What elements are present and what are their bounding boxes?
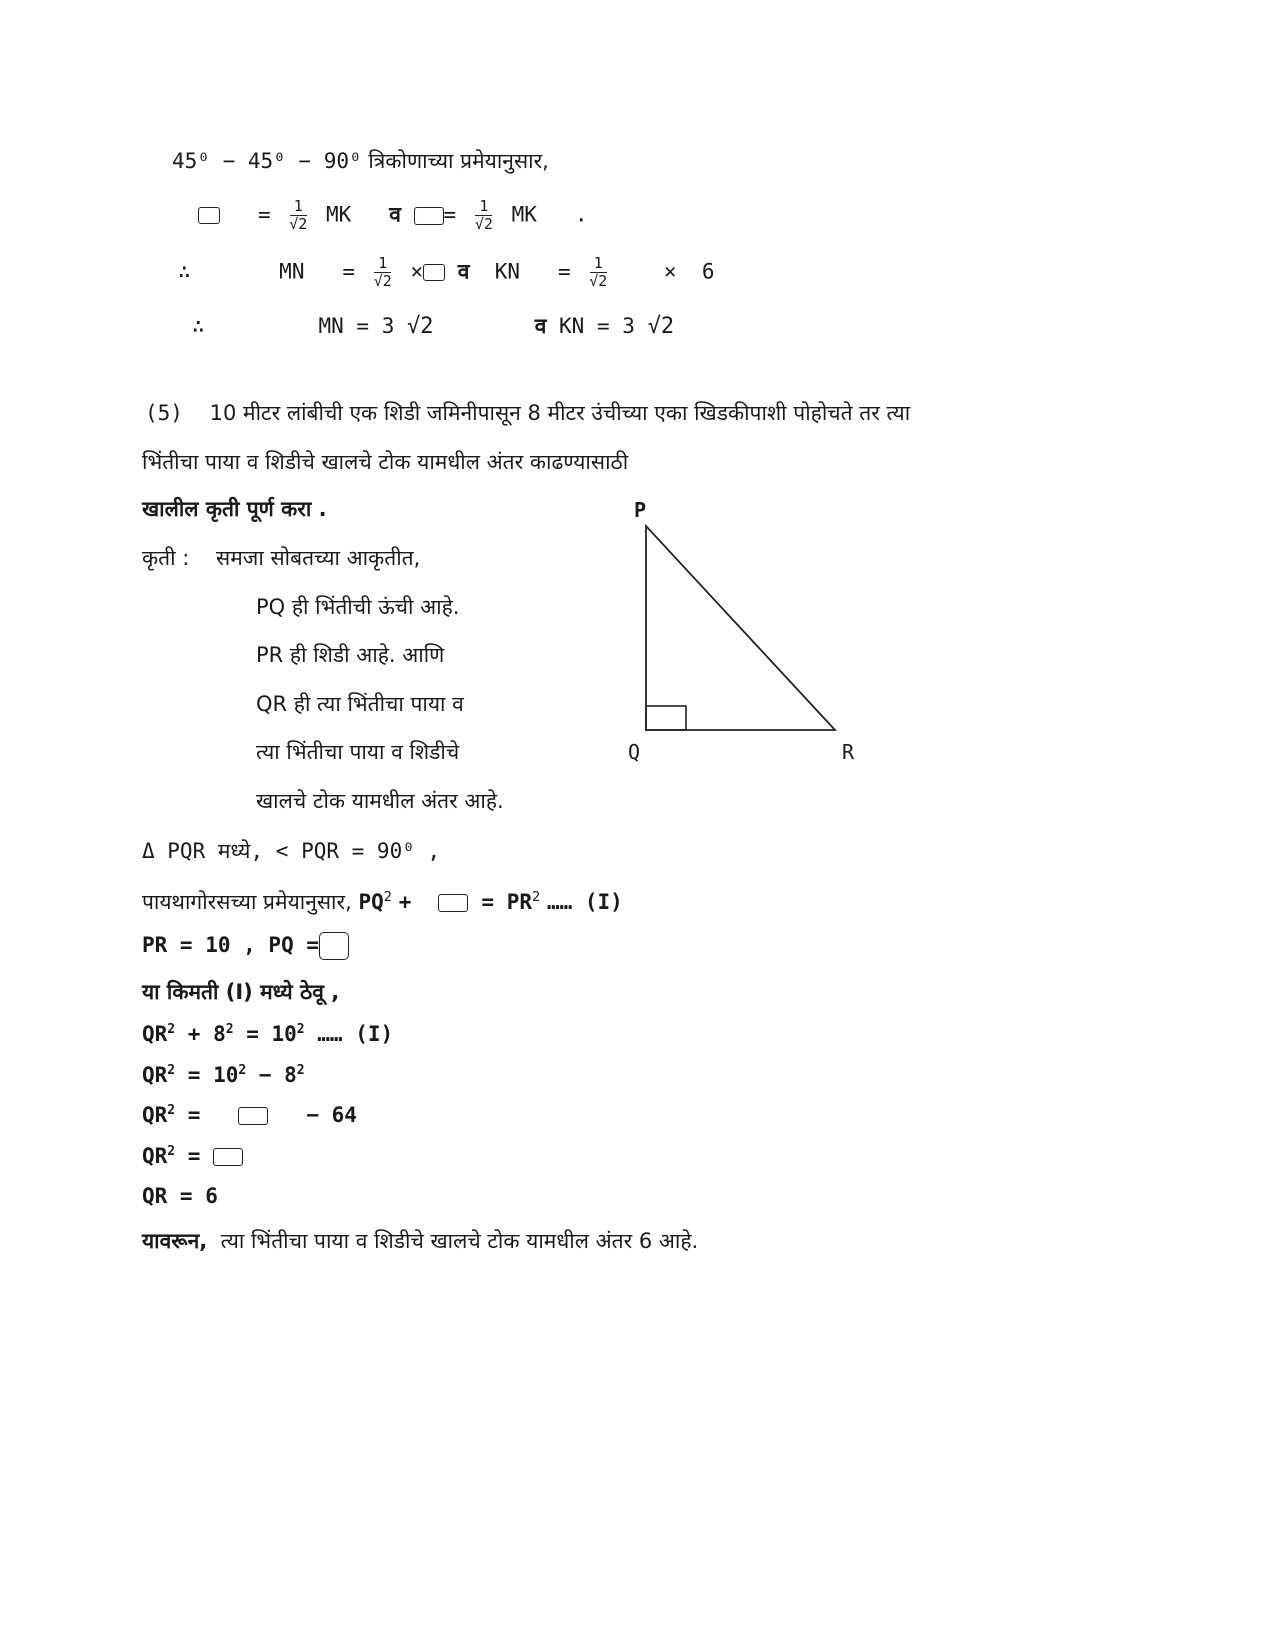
equals-sign: = [356,314,370,338]
kn-label: KN [559,314,585,338]
kruti-label: कृती : [142,546,190,570]
answer-box[interactable] [213,1148,243,1166]
answer-box[interactable] [198,207,220,224]
conclusion [142,1226,698,1256]
mn-label: MN [279,259,305,284]
eq-line-1 [198,198,587,233]
kruti-line-1: PQ ही भिंतीची ऊंची आहे. [256,595,460,619]
values-text: PR = 10 , PQ = [142,933,320,957]
pq-term: PQ [358,890,384,914]
question-number: (5) [145,401,183,425]
va-word: व [534,314,547,338]
conclusion-text: त्या भिंतीचा पाया व शिडीचे खालचे टोक यामधील अंतर 6 आहे. [220,1229,699,1253]
answer-box[interactable] [414,207,444,225]
square-exponent: 2 [167,1144,176,1159]
equation-ref: …… (I) [546,890,623,914]
fraction: $\frac{1}{√2}$ [589,254,608,290]
mn-label: MN [318,314,344,338]
values-line [142,930,349,960]
kruti-line-4: त्या भिंतीचा पाया व शिडीचे [256,740,460,764]
times-symbol: × [663,259,677,284]
sqrt2: √2 [647,314,675,339]
square-exponent: 2 [167,1063,176,1078]
qr-term: QR [142,1103,168,1127]
equals-sign: = [596,314,610,338]
fraction: $\frac{1}{√2}$ [289,197,308,233]
three-value: 3 [381,314,395,338]
right-angle-marker [646,706,686,730]
triangle-figure [620,500,880,780]
kruti-line-5: खालचे टोक यामधील अंतर आहे. [256,789,504,813]
therefore-symbol: ∴ [178,259,191,284]
eq-line-2 [178,255,715,290]
answer-box[interactable] [423,264,445,281]
substitute-line: या किमती (I) मध्ये ठेवू , [142,980,340,1004]
mk-label: MK [325,202,352,227]
pr-term: = PR [481,890,532,914]
vertex-q-label: Q [628,740,641,764]
triangle-angle-line: Δ PQR मध्ये, < PQR = 90⁰ , [142,839,441,863]
equals-sign: = [443,202,457,227]
eq-line-3 [192,311,674,342]
step-3-eq: = [187,1103,201,1127]
va-word: व [389,202,401,227]
vertex-r-label: R [842,740,855,764]
step-3 [142,1100,357,1130]
qr-term: QR [142,1063,168,1087]
angles-text: 45⁰ − 45⁰ − 90⁰ [172,149,362,173]
answer-box[interactable] [319,932,349,960]
equals-sign: = [257,202,271,227]
fraction: $\frac{1}{√2}$ [373,254,392,290]
question-5-line-1 [145,398,910,428]
conclusion-lead: यावरून, [142,1229,208,1253]
qr-term: QR [142,1144,168,1168]
three-value: 3 [622,314,635,338]
step-5: QR = 6 [142,1184,218,1208]
vertex-p-label: P [634,498,647,522]
square-exponent: 2 [167,1022,176,1037]
fraction: $\frac{1}{√2}$ [474,197,493,233]
qr-term: QR [142,1022,168,1046]
step-2 [142,1060,305,1090]
theorem-heading-text: त्रिकोणाच्या प्रमेयानुसार, [368,149,549,173]
therefore-symbol: ∴ [192,314,205,338]
step-1-eq: = 10 [246,1022,297,1046]
square-exponent: 2 [532,890,541,905]
square-exponent: 2 [167,1103,176,1118]
answer-box[interactable] [238,1107,268,1125]
triangle-pqr [646,526,835,730]
question-5-line-2: भिंतीचा पाया व शिडीचे खालचे टोक यामधील अंतर काढण्यासाठी [142,450,629,474]
kruti-line [142,543,420,573]
square-exponent: 2 [238,1063,247,1078]
sqrt2: √2 [407,314,434,339]
plus-sign: + [398,890,412,914]
six-value: 6 [701,259,715,284]
kruti-intro: समजा सोबतच्या आकृतीत, [216,546,421,570]
square-exponent: 2 [225,1022,234,1037]
times-symbol: × [410,259,424,284]
step-1 [142,1019,393,1049]
step-2-minus: − 8 [258,1063,297,1087]
equals-sign: = [342,259,356,284]
step-2-eq: = 10 [187,1063,239,1087]
step-3-minus: − 64 [306,1103,357,1127]
theorem-heading [172,146,549,176]
instruction: खालील कृती पूर्ण करा . [142,497,327,521]
step-1-plus: + 8 [187,1022,226,1046]
pythagoras-line [142,887,623,917]
va-word: व [457,259,470,284]
mk-label: MK [511,202,537,227]
kruti-line-3: QR ही त्या भिंतीचा पाया व [256,692,464,716]
question-text: 10 मीटर लांबीची एक शिडी जमिनीपासून 8 मीटर उंचीच्या एका खिडकीपाशी पोहोचते तर त्या [209,401,911,425]
answer-box[interactable] [438,894,468,912]
equals-sign: = [557,259,571,284]
step-4-eq: = [187,1144,201,1168]
step-4 [142,1141,243,1171]
equation-ref: …… (I) [317,1022,394,1046]
triangle-svg [620,500,880,780]
kruti-line-2: PR ही शिडी आहे. आणि [256,643,445,667]
square-exponent: 2 [383,890,393,905]
square-exponent: 2 [296,1022,305,1037]
kn-label: KN [494,259,521,284]
pythagoras-text: पायथागोरसच्या प्रमेयानुसार, [142,890,352,914]
square-exponent: 2 [296,1063,305,1078]
period: . [574,202,588,227]
